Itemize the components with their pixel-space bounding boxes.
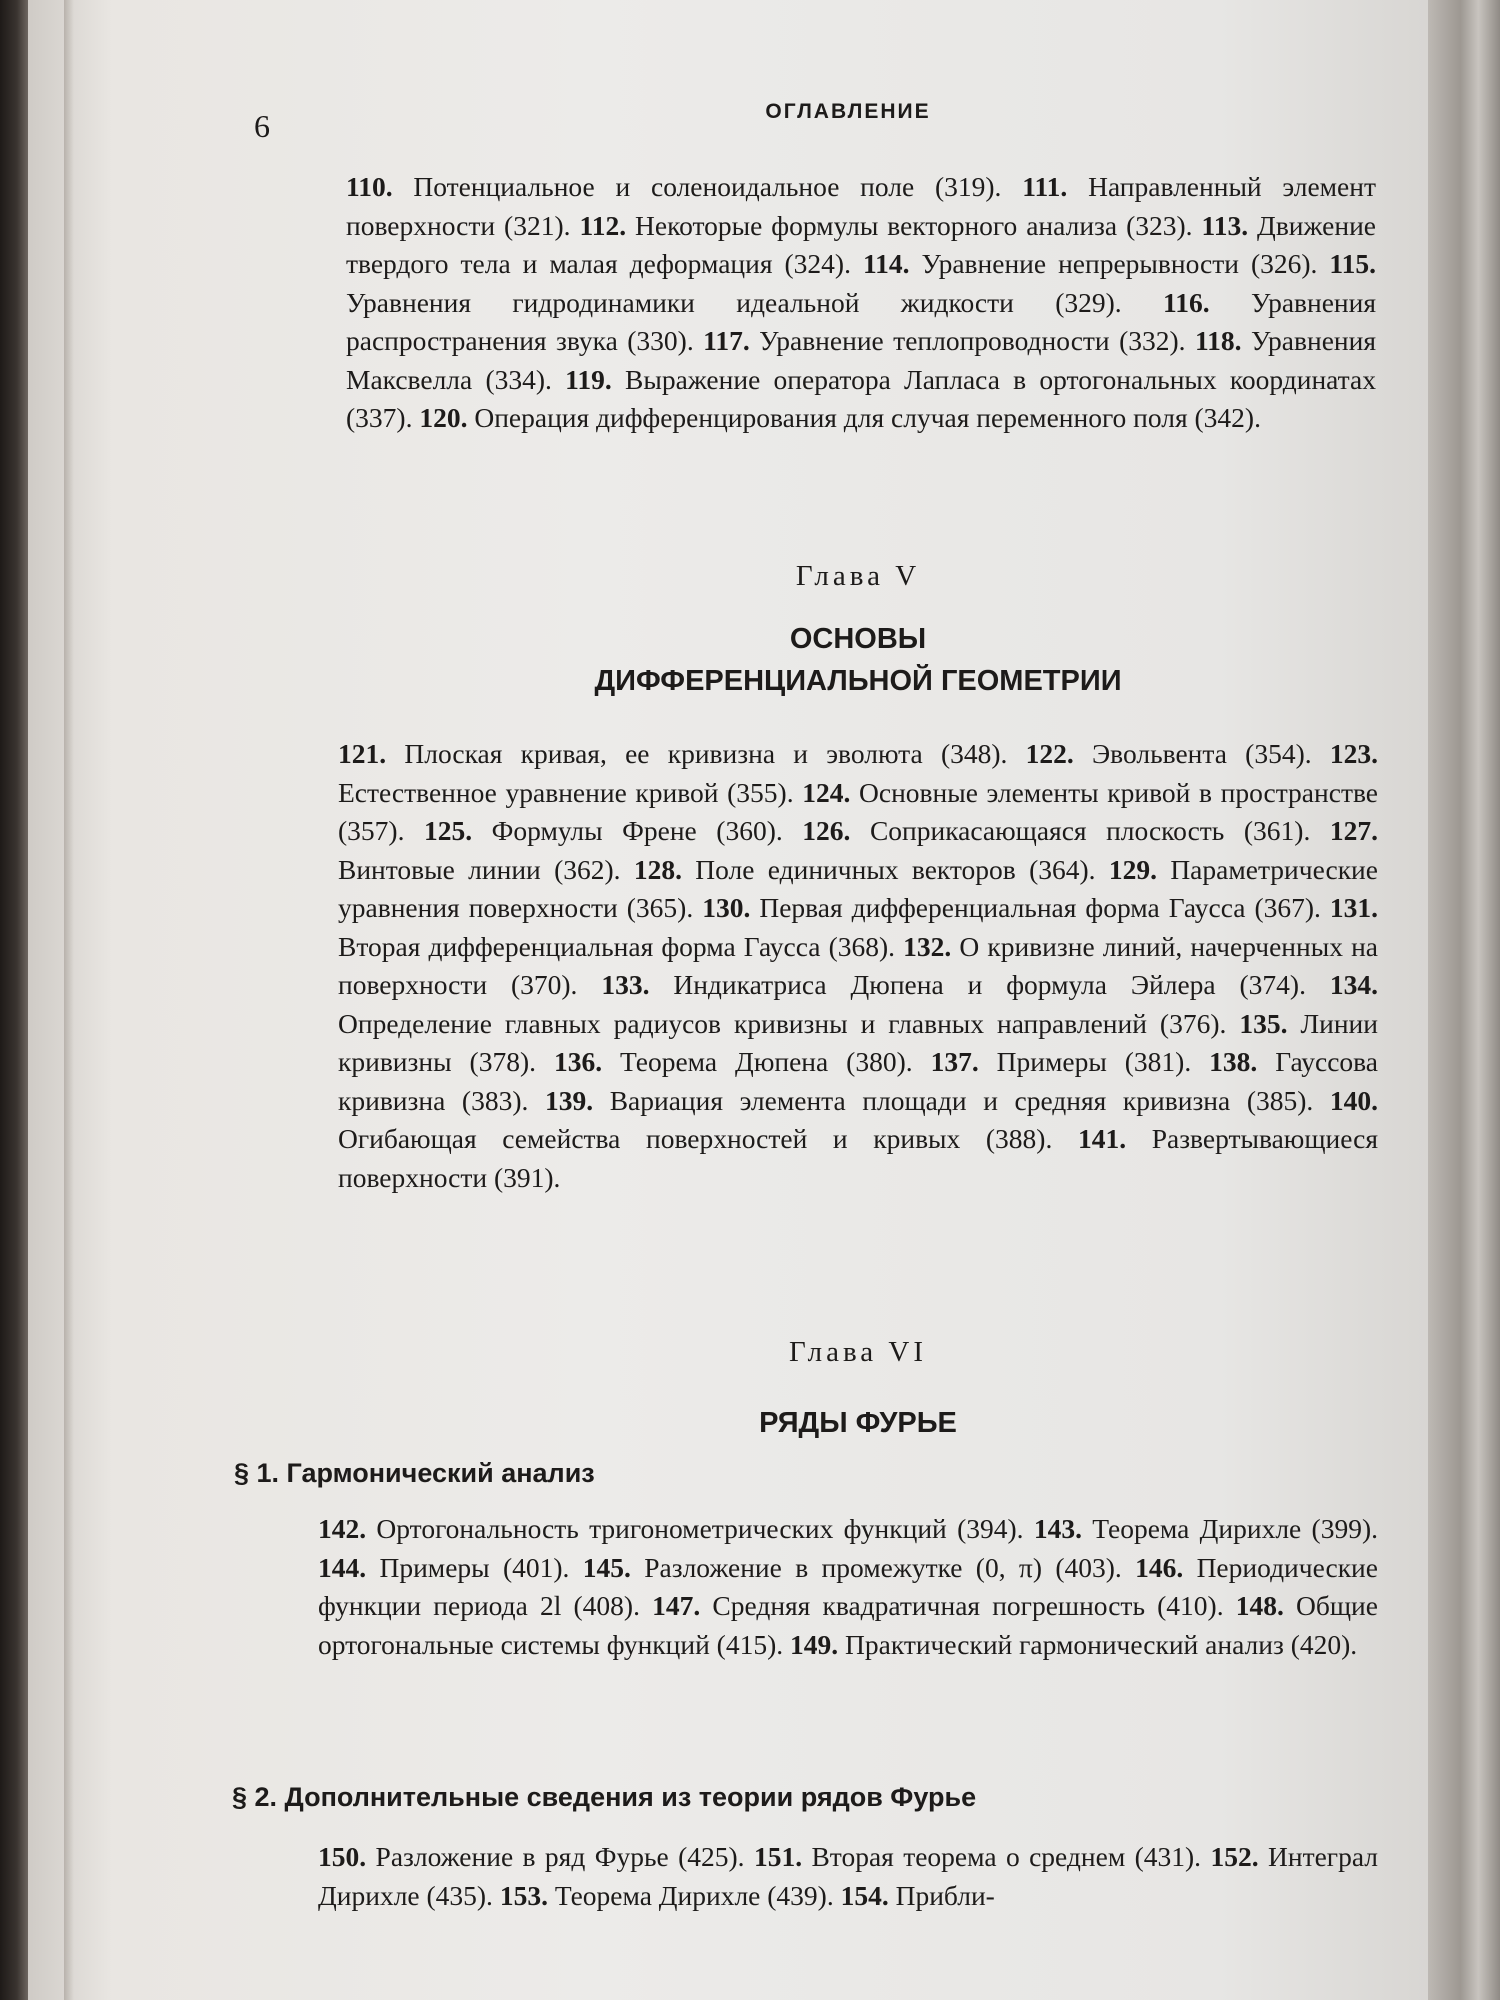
toc-entry-text: Эвольвента (354). xyxy=(1073,738,1330,769)
toc-entry-text: Выражение оператора Лапласа в ортогональных координатах (337). xyxy=(346,363,1376,433)
toc-entry-number: 124. xyxy=(802,776,851,808)
toc-entry-number: 112. xyxy=(579,209,627,241)
toc-entry-number: 120. xyxy=(419,402,468,433)
toc-entry-number: 150. xyxy=(318,1841,367,1872)
toc-block-section-2 xyxy=(318,1838,1378,1915)
toc-entry-text: Формулы Френе (360). xyxy=(472,815,803,846)
toc-entry-number: 149. xyxy=(790,1628,839,1660)
toc-entry-number: 128. xyxy=(633,853,682,885)
toc-entry-text: Уравнения гидродинамики идеальной жидкости (329). xyxy=(346,286,1164,318)
toc-entry-text: Некоторые формулы векторного анализа (323). xyxy=(626,209,1202,241)
toc-entry-number: 147. xyxy=(652,1590,701,1621)
toc-entry-number: 117. xyxy=(703,325,750,356)
toc-entry-number: 145. xyxy=(582,1551,631,1583)
toc-entry-text: Основные элементы кривой в пространстве (357). xyxy=(338,776,1378,846)
chapter-6-title: РЯДЫ ФУРЬЕ xyxy=(759,1407,957,1439)
book-page xyxy=(28,0,1428,2000)
toc-entry-text: Ортогональность тригонометрических функций (394). xyxy=(366,1513,1034,1544)
toc-entry-number: 135. xyxy=(1239,1007,1288,1039)
toc-entry-number: 127. xyxy=(1329,815,1378,846)
toc-entry-text: Потенциальное и соленоидальное поле (319). xyxy=(392,171,1023,202)
toc-entry-text: Практический гармонический анализ (420). xyxy=(838,1628,1358,1660)
toc-entry-number: 140. xyxy=(1329,1084,1378,1116)
toc-entry-number: 142. xyxy=(318,1513,367,1544)
toc-entry-text: Уравнение непрерывности (326). xyxy=(909,248,1330,279)
toc-entry-text: Операция дифференцирования для случая переменного поля (342). xyxy=(467,402,1261,433)
toc-entry-text: Общие ортогональные системы функций (415). xyxy=(318,1590,1378,1660)
toc-entry-number: 144. xyxy=(318,1551,367,1583)
toc-entry-text: Прибли- xyxy=(888,1879,995,1911)
toc-entry-text: Периодические функции периода 2l (408). xyxy=(318,1551,1378,1621)
toc-entry-number: 116. xyxy=(1163,286,1210,318)
toc-entry-text: Индикатриса Дюпена и формула Эйлера (374). xyxy=(649,969,1330,1000)
toc-entry-number: 148. xyxy=(1235,1590,1284,1621)
chapter-6-label: Глава VI xyxy=(789,1336,927,1368)
toc-entry-text: Примеры (381). xyxy=(978,1046,1210,1077)
toc-entry-text: Разложение в ряд Фурье (425). xyxy=(366,1841,754,1872)
toc-entry-text: Уравнение теплопроводности (332). xyxy=(749,325,1195,356)
toc-entry-text: Интеграл Дирихле (435). xyxy=(318,1841,1378,1911)
toc-entry-number: 129. xyxy=(1108,853,1157,885)
running-head: ОГЛАВЛЕНИЕ xyxy=(765,100,931,123)
toc-entry-text: Определение главных радиусов кривизны и главных направлений (376). xyxy=(338,1007,1240,1039)
section-1-head: § 1. Гармонический анализ xyxy=(234,1458,595,1488)
section-2-head: § 2. Дополнительные сведения из теории рядов Фурье xyxy=(232,1782,977,1812)
toc-entry-number: 133. xyxy=(601,969,650,1000)
toc-entry-text: Теорема Дюпена (380). xyxy=(602,1046,931,1077)
toc-entry-number: 111. xyxy=(1022,171,1068,202)
toc-entry-number: 143. xyxy=(1033,1513,1082,1544)
toc-entry-number: 136. xyxy=(553,1046,603,1077)
chapter-5-title-line2: ДИФФЕРЕНЦИАЛЬНОЙ ГЕОМЕТРИИ xyxy=(594,665,1122,697)
toc-entry-text: Развертывающиеся поверхности (391). xyxy=(338,1123,1378,1193)
toc-entry-number: 134. xyxy=(1329,969,1378,1000)
toc-entry-number: 141. xyxy=(1077,1123,1127,1154)
toc-entry-text: Вторая теорема о среднем (431). xyxy=(802,1841,1211,1872)
toc-entry-number: 126. xyxy=(802,815,851,846)
toc-block-chapter-5 xyxy=(338,735,1378,1197)
toc-entry-number: 121. xyxy=(338,738,387,769)
toc-block-section-1 xyxy=(318,1510,1378,1664)
toc-entry-number: 110. xyxy=(346,171,393,202)
toc-entry-text: Разложение в промежутке (0, π) (403). xyxy=(630,1551,1136,1583)
toc-entry-number: 131. xyxy=(1329,892,1378,923)
toc-entry-number: 119. xyxy=(565,363,612,395)
toc-entry-number: 151. xyxy=(753,1841,803,1872)
toc-entry-text: Гауссова кривизна (383). xyxy=(338,1046,1378,1116)
toc-block-top xyxy=(346,168,1376,438)
toc-entry-text: Средняя квадратичная погрешность (410). xyxy=(700,1590,1236,1621)
toc-entry-text: Направленный элемент поверхности (321). xyxy=(346,171,1376,241)
toc-entry-number: 122. xyxy=(1025,738,1074,769)
book-cover-edge xyxy=(0,0,28,2000)
toc-entry-text: О кривизне линий, начерченных на поверхности (370). xyxy=(338,930,1378,1000)
next-page-edge xyxy=(1428,0,1500,2000)
toc-entry-text: Теорема Дирихле (399). xyxy=(1081,1513,1378,1544)
toc-entry-text: Примеры (401). xyxy=(366,1551,583,1583)
toc-entry-text: Теорема Дирихле (439). xyxy=(547,1879,841,1911)
toc-entry-number: 154. xyxy=(840,1879,889,1911)
toc-entry-text: Плоская кривая, ее кривизна и эволюта (348). xyxy=(386,738,1026,769)
toc-entry-number: 125. xyxy=(423,815,473,846)
toc-entry-number: 138. xyxy=(1209,1046,1258,1077)
toc-entry-number: 139. xyxy=(544,1084,594,1116)
toc-entry-text: Вариация элемента площади и средняя кривизна (385). xyxy=(593,1084,1330,1116)
toc-entry-number: 123. xyxy=(1329,738,1378,769)
toc-entry-text: Соприкасающаяся плоскость (361). xyxy=(850,815,1330,846)
toc-entry-text: Поле единичных векторов (364). xyxy=(681,853,1109,885)
toc-entry-text: Движение твердого тела и малая деформация (324). xyxy=(346,209,1377,279)
binding-shadow xyxy=(64,0,74,2000)
toc-entry-number: 130. xyxy=(702,892,751,923)
toc-entry-text: Винтовые линии (362). xyxy=(338,853,634,885)
toc-entry-number: 137. xyxy=(930,1046,979,1077)
toc-entry-text: Уравнения распространения звука (330). xyxy=(346,286,1377,356)
toc-entry-text: Естественное уравнение кривой (355). xyxy=(338,776,803,808)
toc-entry-number: 153. xyxy=(499,1879,548,1911)
toc-entry-text: Первая дифференциальная форма Гаусса (367). xyxy=(750,892,1330,923)
toc-entry-text: Параметрические уравнения поверхности (365). xyxy=(338,853,1378,923)
toc-entry-text: Уравнения Максвелла (334). xyxy=(346,325,1376,395)
chapter-5-title-line1: ОСНОВЫ xyxy=(789,623,927,655)
toc-entry-number: 113. xyxy=(1201,209,1249,241)
toc-entry-text: Линии кривизны (378). xyxy=(338,1007,1378,1077)
toc-entry-number: 115. xyxy=(1329,248,1376,279)
toc-entry-number: 114. xyxy=(862,248,910,279)
toc-entry-number: 118. xyxy=(1194,325,1242,356)
toc-entry-text: Огибающая семейства поверхностей и кривых (388). xyxy=(338,1123,1078,1154)
chapter-5-label: Глава V xyxy=(795,560,921,592)
page-number: 6 xyxy=(254,108,270,144)
toc-entry-text: Вторая дифференциальная форма Гаусса (368). xyxy=(338,930,904,962)
toc-entry-number: 152. xyxy=(1210,1841,1259,1872)
toc-entry-number: 146. xyxy=(1135,1551,1184,1583)
toc-entry-number: 132. xyxy=(903,930,952,962)
